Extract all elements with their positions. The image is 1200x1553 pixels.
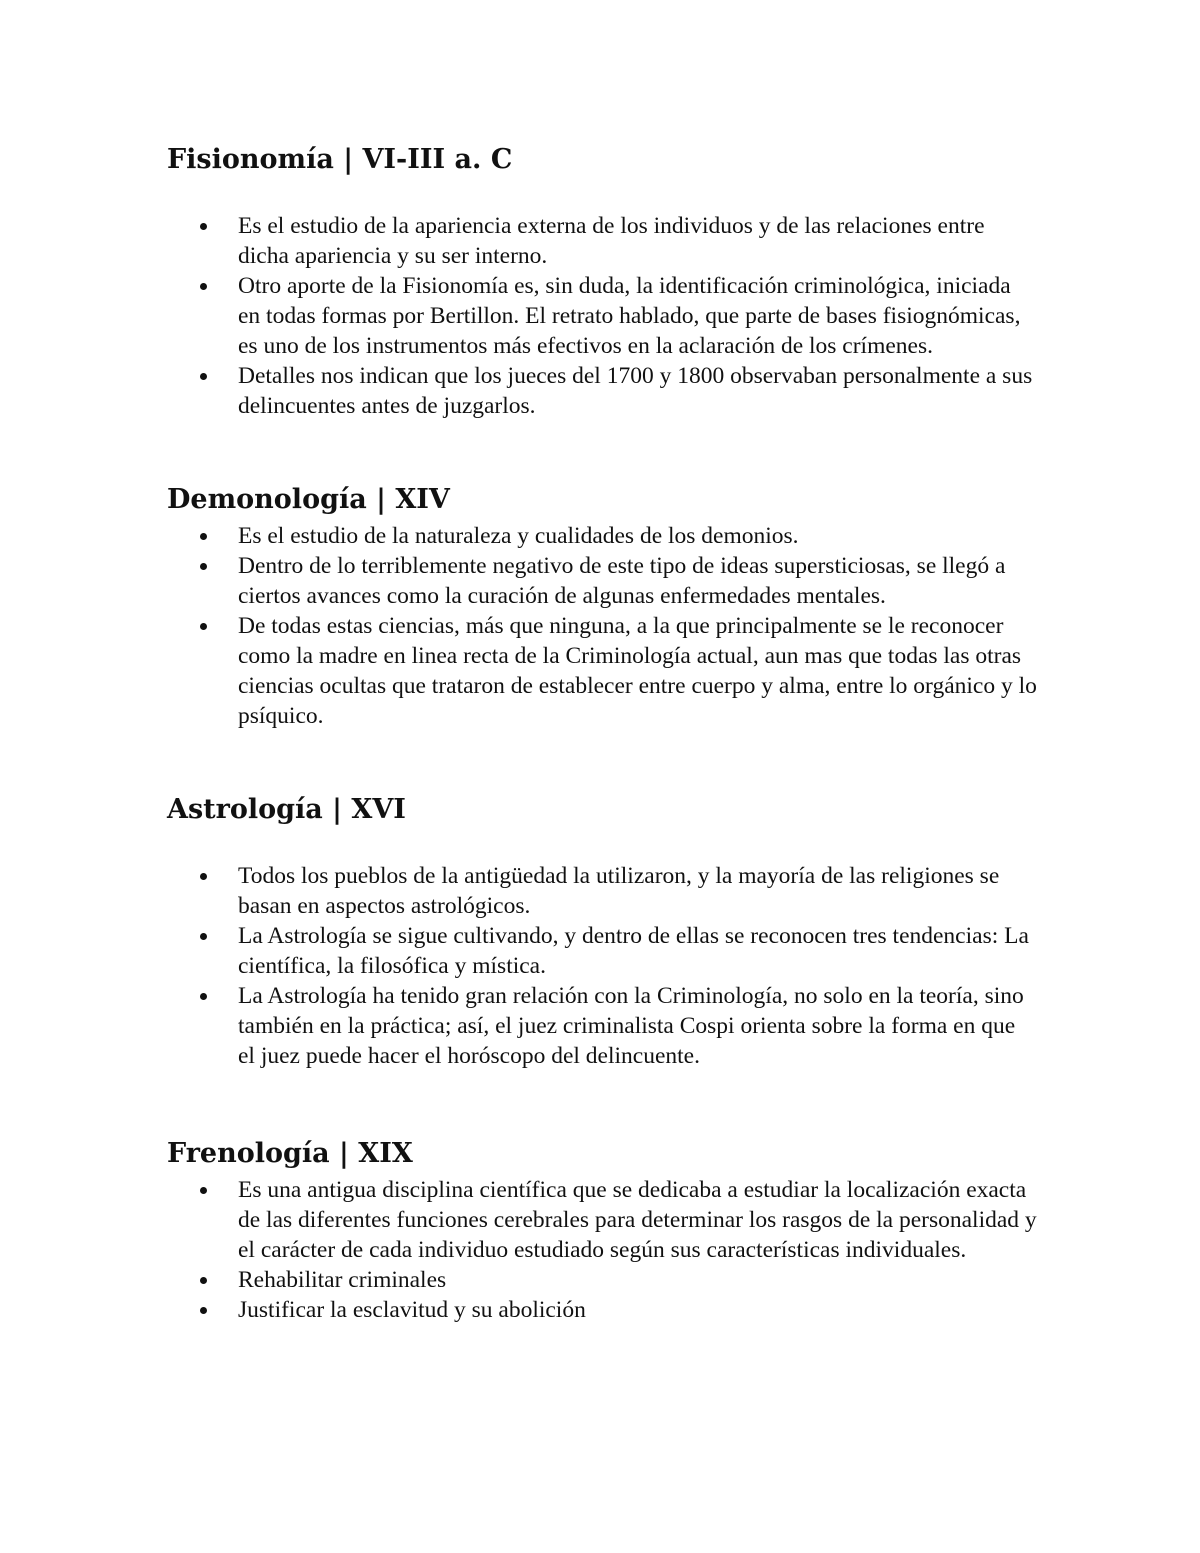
section-heading: Fisionomía | VI-III a. C (167, 144, 513, 175)
bullet-list (167, 211, 1037, 421)
list-item (167, 861, 1037, 921)
list-item (167, 1295, 1037, 1325)
section-demonologia (167, 482, 1037, 731)
bullet-list (167, 1175, 1037, 1325)
list-item-text: Es el estudio de la naturaleza y cualidades de los demonios. (238, 523, 799, 549)
list-item-text: Es el estudio de la apariencia externa de los individuos y de las relaciones entre dicha apariencia y su ser interno. (238, 213, 985, 269)
list-item (167, 361, 1037, 421)
list-item (167, 611, 1037, 731)
list-item (167, 521, 1037, 551)
list-item (167, 1265, 1037, 1295)
bullet-list (167, 861, 1037, 1071)
list-item (167, 1175, 1037, 1265)
list-item-text: Detalles nos indican que los jueces del 1700 y 1800 observaban personalmente a sus delincuentes antes de juzgarlos. (238, 363, 1033, 419)
list-item-text: La Astrología ha tenido gran relación con la Criminología, no solo en la teoría, sino también en la práctica; así, el juez criminalista Cospi orienta sobre la forma en que el juez puede hacer el horóscopo del delincuente. (238, 983, 1024, 1069)
list-item-text: Dentro de lo terriblemente negativo de este tipo de ideas supersticiosas, se llegó a ciertos avances como la curación de algunas enfermedades mentales. (238, 553, 1006, 609)
bullet-icon (200, 873, 207, 880)
section-fisionomia (167, 142, 1037, 421)
bullet-icon (200, 1307, 207, 1314)
bullet-icon (200, 993, 207, 1000)
bullet-icon (200, 283, 207, 290)
section-heading: Demonología | XIV (167, 484, 450, 515)
list-item (167, 921, 1037, 981)
bullet-icon (200, 223, 207, 230)
list-item-text: De todas estas ciencias, más que ninguna, a la que principalmente se le reconocer como la madre en linea recta de la Criminología actual, aun mas que todas las otras ciencias ocultas que trataron de establecer entre cuerpo y alma, entre lo orgánico y lo psíquico. (238, 613, 1037, 729)
list-item-text: Es una antigua disciplina científica que se dedicaba a estudiar la localización exacta de las diferentes funciones cerebrales para determinar los rasgos de la personalidad y el carácter de cada individuo estudiado según sus características individuales. (238, 1177, 1037, 1263)
list-item-text: Todos los pueblos de la antigüedad la utilizaron, y la mayoría de las religiones se basan en aspectos astrológicos. (238, 863, 1000, 919)
bullet-icon (200, 933, 207, 940)
bullet-icon (200, 563, 207, 570)
section-heading: Frenología | XIX (167, 1138, 413, 1169)
list-item-text: Otro aporte de la Fisionomía es, sin duda, la identificación criminológica, iniciada en todas formas por Bertillon. El retrato hablado, que parte de bases fisiognómicas, es uno de los instrumentos más efectivos en la aclaración de los crímenes. (238, 273, 1021, 359)
list-item-text: La Astrología se sigue cultivando, y dentro de ellas se reconocen tres tendencias: La científica, la filosófica y mística. (238, 923, 1029, 979)
section-frenologia (167, 1136, 1037, 1325)
bullet-icon (200, 373, 207, 380)
section-astrologia (167, 792, 1037, 1071)
list-item-text: Justificar la esclavitud y su abolición (238, 1297, 586, 1323)
list-item (167, 211, 1037, 271)
list-item (167, 271, 1037, 361)
section-heading: Astrología | XVI (167, 794, 406, 825)
list-item-text: Rehabilitar criminales (238, 1267, 447, 1293)
bullet-icon (200, 1277, 207, 1284)
list-item (167, 981, 1037, 1071)
bullet-icon (200, 533, 207, 540)
bullet-icon (200, 623, 207, 630)
bullet-icon (200, 1187, 207, 1194)
bullet-list (167, 521, 1037, 731)
list-item (167, 551, 1037, 611)
